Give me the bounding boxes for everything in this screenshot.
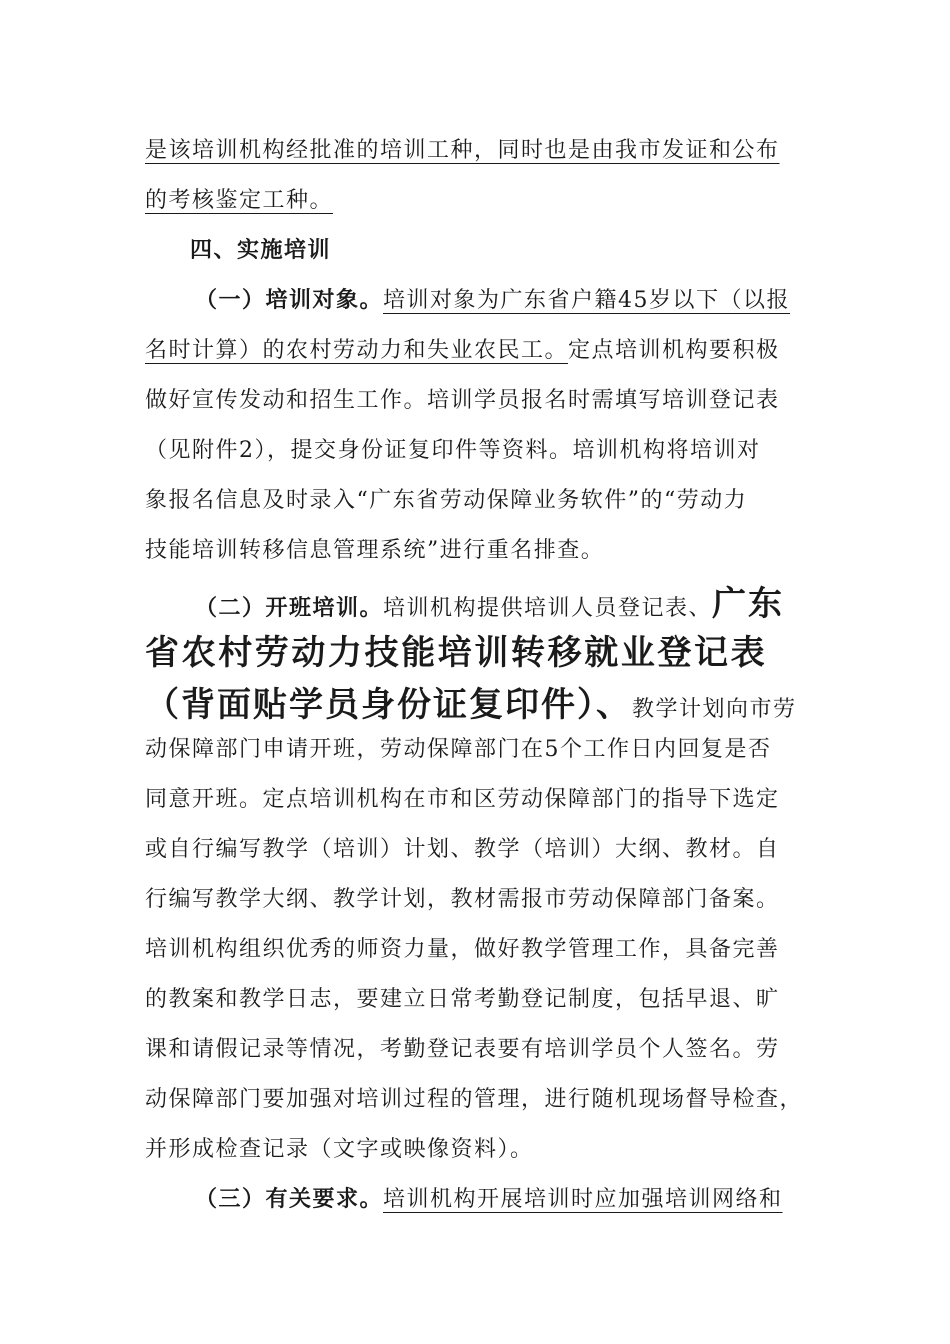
section-heading <box>190 233 855 269</box>
text-line <box>145 832 810 868</box>
subsection-label: （二）开班培训。 <box>195 596 384 621</box>
text-line <box>145 433 810 469</box>
line-text: 动保障部门申请开班，劳动保障部门在5个工作日内回复是否 <box>145 737 772 762</box>
text-line <box>145 680 810 730</box>
line-text: 的教案和教学日志，要建立日常考勤登记制度，包括早退、旷 <box>145 987 780 1012</box>
subsection-label: （一）培训对象。 <box>195 288 384 313</box>
emphasized-text: 省农村劳动力技能培训转移就业登记表 <box>145 633 768 673</box>
text-line <box>145 133 810 169</box>
emphasized-text: 广东 <box>712 584 785 624</box>
heading-text: 四、实施培训 <box>190 238 332 263</box>
text-line <box>145 383 810 419</box>
text-line <box>145 1082 810 1118</box>
text-line <box>145 732 810 768</box>
text-line <box>145 1132 810 1168</box>
line-text: （见附件2），提交身份证复印件等资料。培训机构将培训对 <box>145 438 761 463</box>
line-text: 定点培训机构要积极 <box>568 338 780 363</box>
text-line <box>145 932 810 968</box>
text-line <box>145 533 810 569</box>
line-text: 并形成检查记录（文字或映像资料）。 <box>145 1137 534 1162</box>
paragraph-first-line <box>195 283 810 319</box>
line-text: 技能培训转移信息管理系统”进行重名排查。 <box>145 538 605 563</box>
line-text: 课和请假记录等情况，考勤登记表要有培训学员个人签名。劳 <box>145 1037 780 1062</box>
text-line <box>145 483 810 519</box>
line-text: 同意开班。定点培训机构在市和区劳动保障部门的指导下选定 <box>145 787 780 812</box>
line-text: 是该培训机构经批准的培训工种，同时也是由我市发证和公布 <box>145 138 780 163</box>
line-text: 动保障部门要加强对培训过程的管理，进行随机现场督导检查， <box>145 1087 804 1112</box>
paragraph-first-line <box>195 1182 810 1218</box>
line-text: 培训机构组织优秀的师资力量，做好教学管理工作，具备完善 <box>145 937 780 962</box>
line-text: 的考核鉴定工种。 <box>145 188 334 213</box>
line-text: 或自行编写教学（培训）计划、教学（培训）大纲、教材。自 <box>145 837 780 862</box>
line-text: 象报名信息及时录入“广东省劳动保障业务软件”的“劳动力 <box>145 488 748 513</box>
text-line <box>145 982 810 1018</box>
line-text: 培训对象为广东省户籍45岁以下（以报 <box>383 288 791 313</box>
line-text: 培训机构开展培训时应加强培训网络和 <box>383 1187 783 1212</box>
text-line <box>145 782 810 818</box>
text-line <box>145 1032 810 1068</box>
emphasized-text: （背面贴学员身份证复印件）、 <box>145 685 632 725</box>
text-line <box>145 183 810 219</box>
emphasized-line <box>145 628 810 678</box>
line-text: 做好宣传发动和招生工作。培训学员报名时需填写培训登记表 <box>145 388 780 413</box>
paragraph-first-line <box>195 582 810 626</box>
text-line <box>145 882 810 918</box>
line-text: 培训机构提供培训人员登记表、 <box>383 596 713 621</box>
line-text: 名时计算）的农村劳动力和失业农民工。 <box>145 338 569 363</box>
line-text: 行编写教学大纲、教学计划，教材需报市劳动保障部门备案。 <box>145 887 780 912</box>
subsection-label: （三）有关要求。 <box>195 1187 384 1212</box>
text-line <box>145 333 810 369</box>
line-text: 教学计划向市劳 <box>632 697 797 722</box>
